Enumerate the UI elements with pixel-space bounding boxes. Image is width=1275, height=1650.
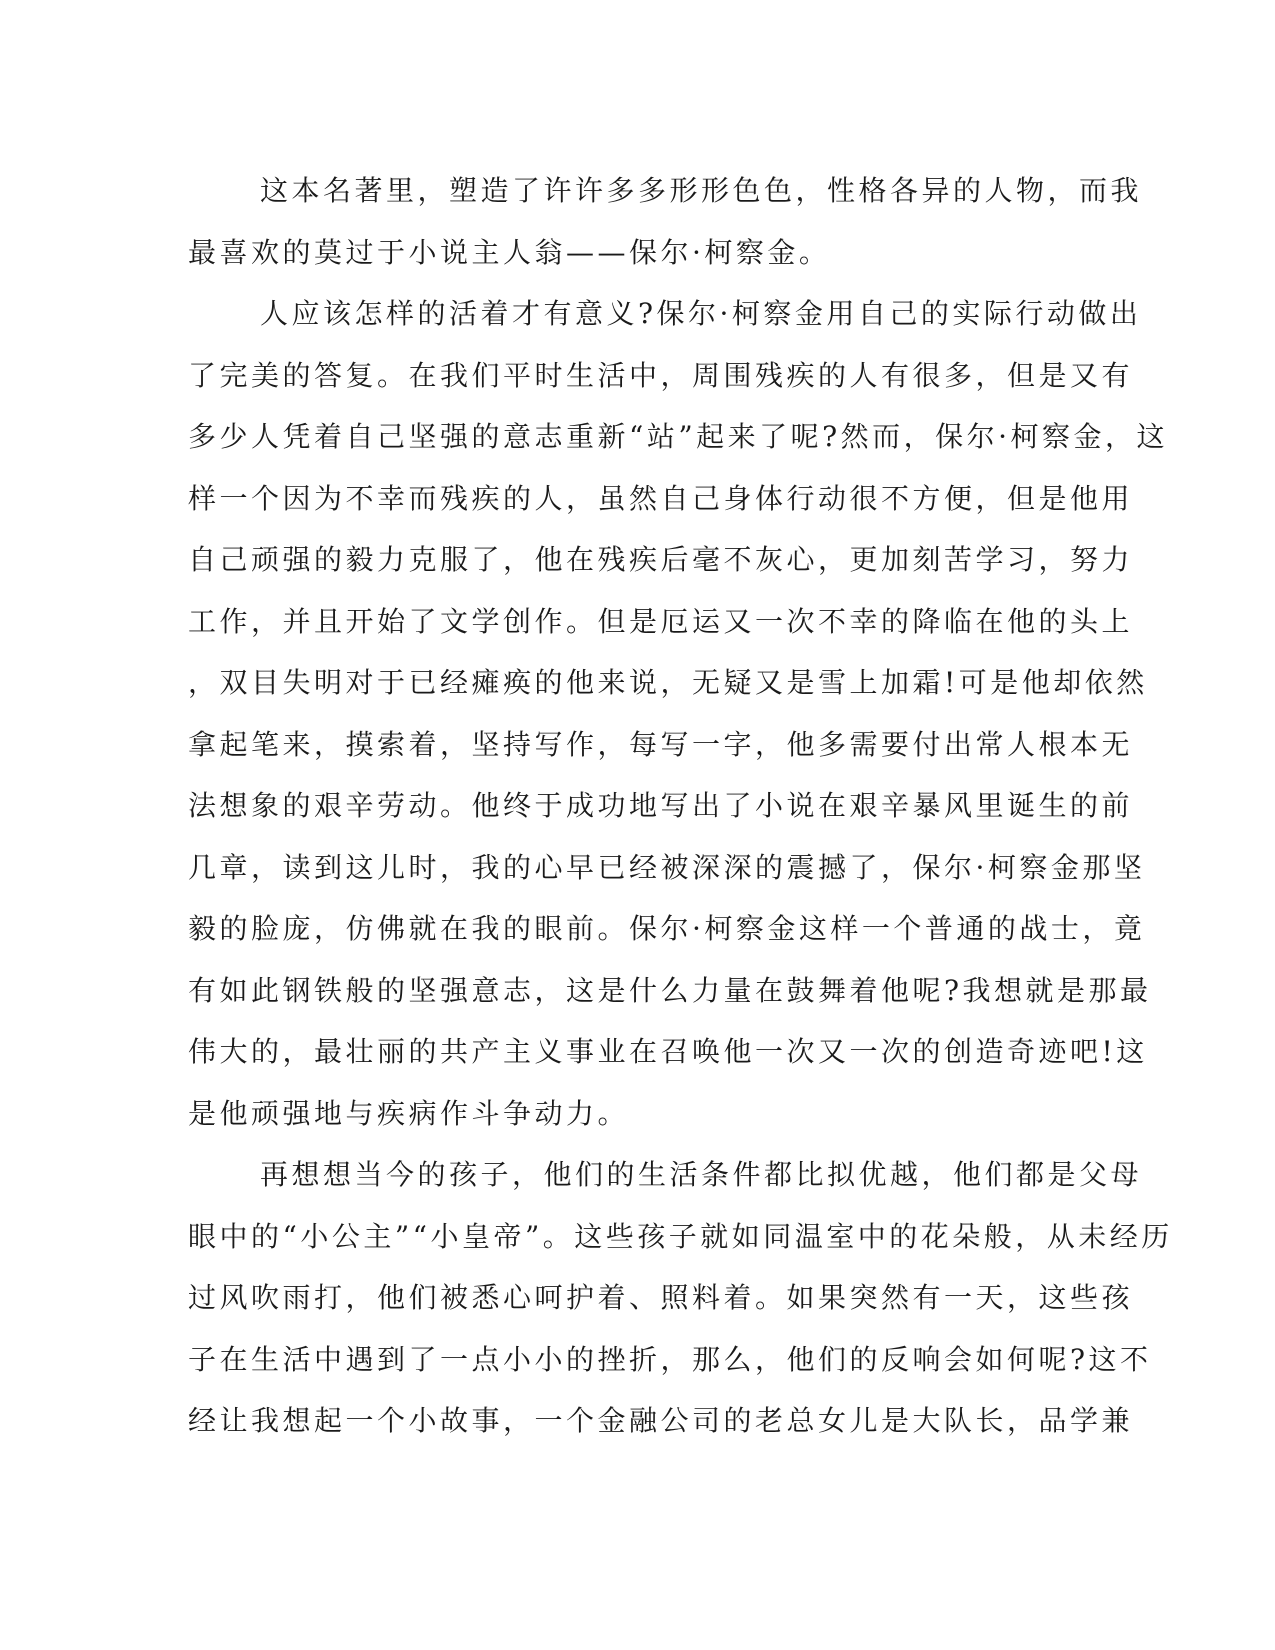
- paragraph-2-line-6: 工作，并且开始了文学创作。但是厄运又一次不幸的降临在他的头上: [188, 604, 1134, 638]
- paragraph-3-line-1: 再想想当今的孩子，他们的生活条件都比拟优越，他们都是父母: [260, 1158, 1143, 1191]
- paragraph-2-line-4: 样一个因为不幸而残疾的人，虽然自己身体行动很不方便，但是他用: [188, 481, 1134, 515]
- paragraph-3-line-2: 眼中的“小公主”“小皇帝”。这些孩子就如同温室中的花朵般，从未经历: [188, 1219, 1173, 1253]
- paragraph-2-line-2: 了完美的答复。在我们平时生活中，周围残疾的人有很多，但是又有: [188, 358, 1134, 392]
- paragraph-3-line-3: 过风吹雨打，他们被悉心呵护着、照料着。如果突然有一天，这些孩: [188, 1281, 1134, 1314]
- paragraph-2-line-1: 人应该怎样的活着才有意义?保尔·柯察金用自己的实际行动做出: [260, 297, 1142, 330]
- paragraph-1-line-2: 最喜欢的莫过于小说主人翁——保尔·柯察金。: [188, 235, 831, 269]
- paragraph-3-line-5: 经让我想起一个小故事，一个金融公司的老总女儿是大队长，品学兼: [188, 1404, 1134, 1437]
- paragraph-3-line-4: 子在生活中遇到了一点小小的挫折，那么，他们的反响会如何呢?这不: [188, 1342, 1152, 1376]
- paragraph-2-line-13: 伟大的，最壮丽的共产主义事业在召唤他一次又一次的创造奇迹吧!这: [188, 1035, 1148, 1068]
- paragraph-2-line-7: ，双目失明对于已经瘫痪的他来说，无疑又是雪上加霜!可是他却依然: [188, 666, 1148, 699]
- document-body: [188, 160, 1173, 1452]
- paragraph-1-line-1: 这本名著里，塑造了许许多多形形色色，性格各异的人物，而我: [260, 174, 1143, 207]
- paragraph-2-line-10: 几章，读到这儿时，我的心早已经被深深的震撼了，保尔·柯察金那坚: [188, 850, 1146, 884]
- paragraph-2-line-3: 多少人凭着自己坚强的意志重新“站”起来了呢?然而，保尔·柯察金，这: [188, 420, 1169, 453]
- paragraph-2-line-11: 毅的脸庞，仿佛就在我的眼前。保尔·柯察金这样一个普通的战士，竟: [188, 912, 1146, 945]
- paragraph-2-line-14: 是他顽强地与疾病作斗争动力。: [188, 1096, 630, 1130]
- paragraph-2-line-5: 自己顽强的毅力克服了，他在残疾后毫不灰心，更加刻苦学习，努力: [188, 543, 1134, 576]
- paragraph-2-line-9: 法想象的艰辛劳动。他终于成功地写出了小说在艰辛暴风里诞生的前: [188, 789, 1134, 822]
- paragraph-2-line-12: 有如此钢铁般的坚强意志，这是什么力量在鼓舞着他呢?我想就是那最: [188, 973, 1152, 1007]
- paragraph-2-line-8: 拿起笔来，摸索着，坚持写作，每写一字，他多需要付出常人根本无: [188, 727, 1134, 761]
